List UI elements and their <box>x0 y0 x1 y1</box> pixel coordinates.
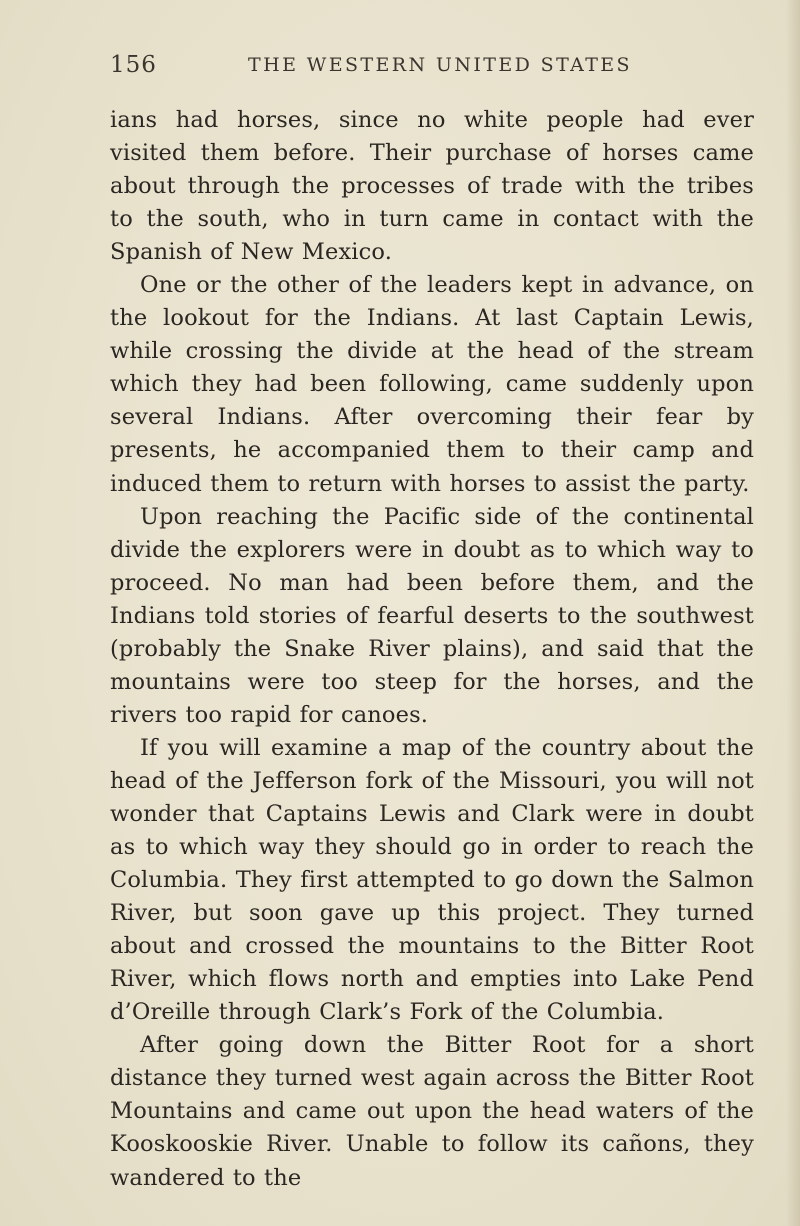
paragraph-continental-divide: Upon reaching the Pacific side of the continental divide the explorers were in doubt as to which way to proceed. No man had been before them, and the Indians told stories of fearful deserts to the southwest (probably the Snake River plains), and said that the mountains were too steep for the horses, and the rivers too rapid for canoes. <box>110 503 754 728</box>
paragraph-continued: ians had horses, since no white people had ever visited them before. Their purchase of horses came about through the processes of trade with the tribes to the south, who in turn came in contact with the Spanish of New Mexico. <box>110 107 754 266</box>
page-header <box>110 52 750 82</box>
paragraph-bitter-root: After going down the Bitter Root for a short distance they turned west again across the Bitter Root Mountains and came out upon the head waters of the Kooskooskie River. Unable to follow its cañons, they wandered to the <box>110 1032 754 1191</box>
page-edge-shadow <box>786 0 800 1226</box>
body-text <box>110 104 754 1195</box>
paragraph-jefferson-fork: If you will examine a map of the country about the head of the Jefferson fork of the Missouri, you will not wonder that Captains Lewis and Clark were in doubt as to which way they should go in order to reach the Columbia. They first attempted to go down the Salmon River, but soon gave up this project. They turned about and crossed the mountains to the Bitter Root River, which flows north and empties into Lake Pend d’Oreille through Clark’s Fork of the Columbia. <box>110 734 754 1026</box>
page-number: 156 <box>110 52 157 78</box>
paragraph-indians-lookout: One or the other of the leaders kept in advance, on the lookout for the Indians. At last Captain Lewis, while crossing the divide at the head of the stream which they had been following, came suddenly upon several Indians. After overcoming their fear by presents, he accompanied them to their camp and induced them to return with horses to assist the party. <box>110 272 754 497</box>
running-title: THE WESTERN UNITED STATES <box>248 54 632 76</box>
